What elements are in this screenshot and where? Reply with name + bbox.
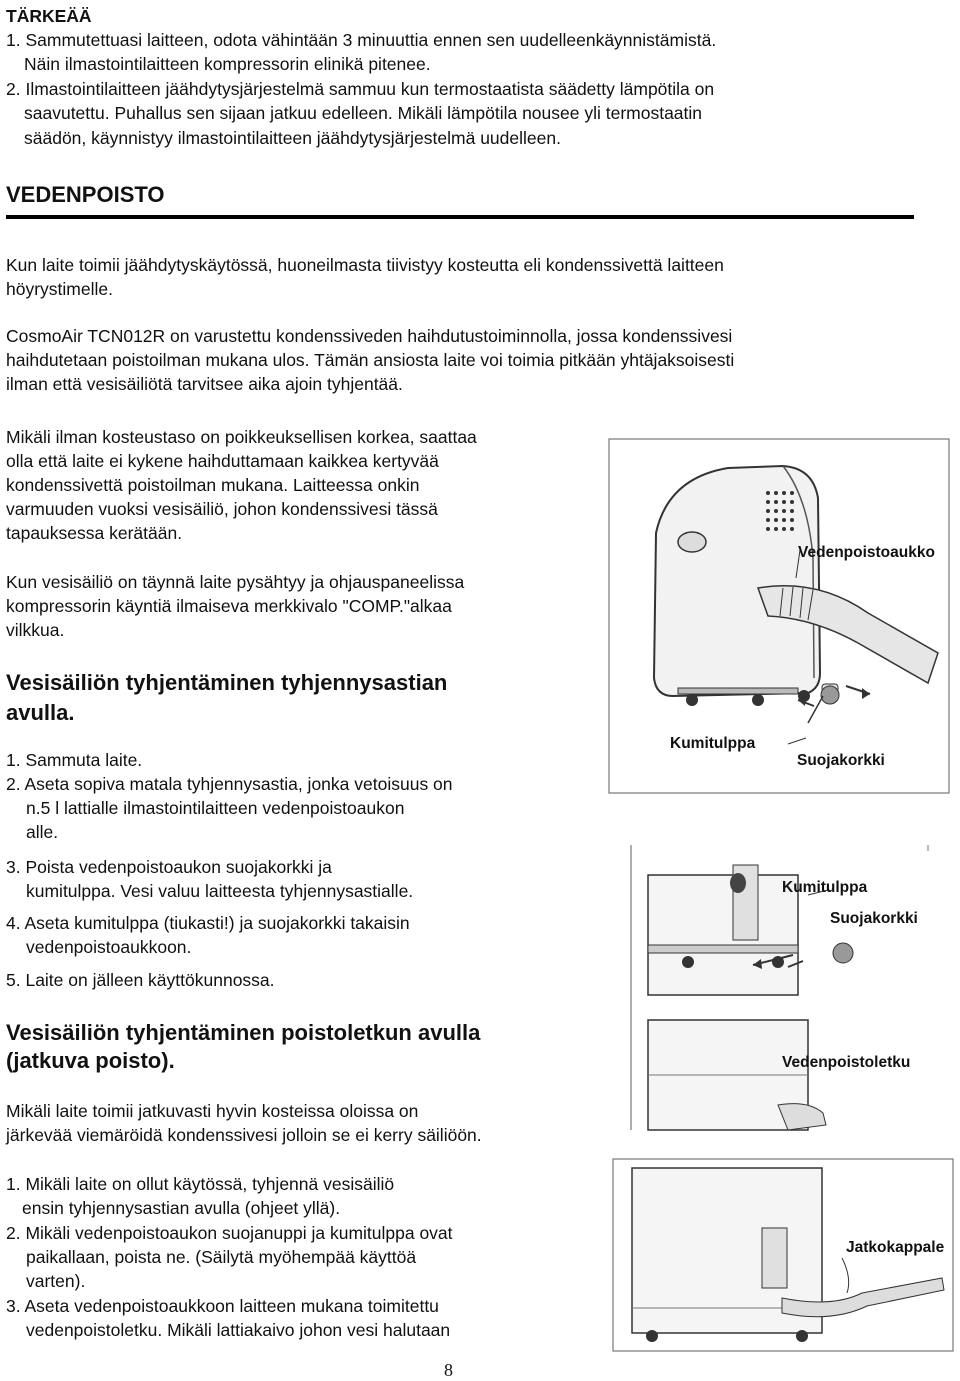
paragraph-line: kondenssivettä poistoilman mukana. Laitteessa onkin (6, 475, 420, 495)
important-line: 1. Sammutettuasi laitteen, odota vähintään 3 minuuttia ennen sen uudelleenkäynnistämistä. (6, 30, 717, 50)
paragraph-line: CosmoAir TCN012R on varustettu kondenssiveden haihdutustoiminnolla, jossa kondenssivesi (6, 326, 733, 346)
figure-label: Vedenpoistoaukko (798, 544, 935, 561)
paragraph-line: tapauksessa kerätään. (6, 523, 183, 543)
step-line: 1. Sammuta laite. (6, 750, 143, 770)
ac-unit-drain-outlet-illustration (608, 438, 960, 794)
step-line: paikallaan, poista ne. (Säilytä myöhempää käyttöä (26, 1247, 417, 1267)
step-line: kumitulppa. Vesi valuu laitteesta tyhjennysastialle. (26, 881, 414, 901)
figure-label: Suojakorkki (830, 910, 918, 927)
paragraph-line: varmuuden vuoksi vesisäiliö, johon kondenssivesi tässä (6, 499, 438, 519)
paragraph-line: kompressorin käyntiä ilmaiseva merkkivalo "COMP."alkaa (6, 596, 452, 616)
step-line: 4. Aseta kumitulppa (tiukasti!) ja suojakorkki takaisin (6, 913, 410, 933)
paragraph-line: höyrystimelle. (6, 279, 113, 299)
page-number: 8 (444, 1360, 453, 1380)
paragraph-line: Mikäli laite toimii jatkuvasti hyvin kosteissa oloissa on (6, 1101, 419, 1121)
step-line: ensin tyhjennysastian avulla (ohjeet yllä). (22, 1198, 341, 1218)
paragraph-line: olla että laite ei kykene haihduttamaan kaikkea kertyvää (6, 451, 439, 471)
figure-label: Kumitulppa (670, 735, 756, 752)
step-line: 3. Poista vedenpoistoaukon suojakorkki ja (6, 857, 332, 877)
paragraph-line: Kun laite toimii jäähdytyskäytössä, huoneilmasta tiivistyy kosteutta eli kondenssivettä laitteen (6, 255, 724, 275)
step-line: 1. Mikäli laite on ollut käytössä, tyhjennä vesisäiliö (6, 1174, 395, 1194)
paragraph-line: järkevää viemäröidä kondenssivesi jolloin se ei kerry säiliöön. (6, 1125, 482, 1145)
important-line: saavutettu. Puhallus sen sijaan jatkuu edelleen. Mikäli lämpötila nousee yli termostaatin (24, 103, 703, 123)
important-line: säädön, käynnistyy ilmastointilaitteen jäähdytysjärjestelmä uudelleen. (24, 128, 561, 148)
step-line: 2. Mikäli vedenpoistoaukon suojanuppi ja kumitulppa ovat (6, 1223, 453, 1243)
figure-label: Kumitulppa (782, 879, 868, 896)
step-line: n.5 l lattialle ilmastointilaitteen vedenpoistoaukon (26, 798, 405, 818)
step-line: vedenpoistoaukkoon. (26, 937, 192, 957)
step-line: 2. Aseta sopiva matala tyhjennysastia, jonka vetoisuus on (6, 774, 453, 794)
tray-section-heading: avulla. (6, 700, 75, 725)
step-line: alle. (26, 822, 59, 842)
figure-label: Jatkokappale (846, 1239, 945, 1256)
important-heading: TÄRKEÄÄ (6, 6, 92, 26)
step-line: vedenpoistoletku. Mikäli lattiakaivo johon vesi halutaan (26, 1320, 451, 1340)
hose-section-heading: (jatkuva poisto). (6, 1048, 175, 1073)
hose-section-heading: Vesisäiliön tyhjentäminen poistoletkun avulla (6, 1020, 481, 1045)
figure-label: Suojakorkki (797, 752, 885, 769)
step-line: 3. Aseta vedenpoistoaukkoon laitteen mukana toimitettu (6, 1296, 439, 1316)
paragraph-line: ilman että vesisäiliötä tarvitsee aika ajoin tyhjentää. (6, 374, 403, 394)
tray-section-heading: Vesisäiliön tyhjentäminen tyhjennysastian (6, 670, 448, 695)
figure-label: Vedenpoistoletku (782, 1054, 911, 1071)
step-line: varten). (26, 1271, 86, 1291)
paragraph-line: Mikäli ilman kosteustaso on poikkeuksellisen korkea, saattaa (6, 427, 477, 447)
drainage-heading: VEDENPOISTO (6, 182, 165, 207)
important-line: Näin ilmastointilaitteen kompressorin elinikä pitenee. (24, 54, 431, 74)
paragraph-line: Kun vesisäiliö on täynnä laite pysähtyy ja ohjauspaneelissa (6, 572, 465, 592)
paragraph-line: vilkkua. (6, 620, 65, 640)
important-line: 2. Ilmastointilaitteen jäähdytysjärjestelmä sammuu kun termostaatista säädetty lämpötila on (6, 79, 715, 99)
section-rule (6, 215, 914, 219)
paragraph-line: haihdutetaan poistoilman mukana ulos. Tämän ansiosta laite voi toimia pitkään yhtäjaksoisesti (6, 350, 735, 370)
step-line: 5. Laite on jälleen käyttökunnossa. (6, 970, 275, 990)
